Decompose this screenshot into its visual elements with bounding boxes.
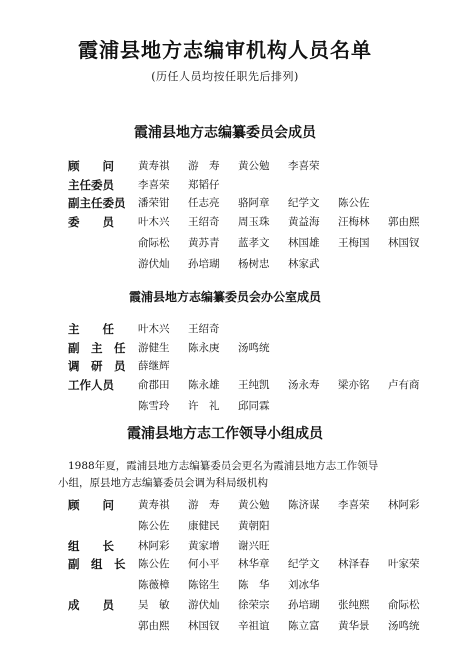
person-name: 叶家荣	[388, 558, 420, 570]
person-name: 骆阿章	[238, 197, 270, 209]
person-name: 纪学文	[288, 558, 320, 570]
person-name: 陈 华	[238, 579, 270, 591]
person-name: 叶木兴	[138, 323, 170, 335]
person-name: 游 寿	[188, 499, 220, 511]
person-name: 辛祖谊	[238, 620, 270, 632]
person-name: 游伏灿	[188, 599, 220, 611]
role-label: 调 研 员	[68, 359, 126, 373]
person-name: 汤鸣统	[388, 620, 420, 632]
person-name: 俞际松	[388, 599, 420, 611]
role-label: 委 员	[68, 215, 114, 229]
person-name: 王绍奇	[188, 216, 220, 228]
person-name: 林阿彩	[388, 499, 420, 511]
person-name: 黄朝阳	[238, 520, 270, 532]
person-name: 薛继辉	[138, 360, 170, 372]
person-name: 林国钗	[188, 620, 220, 632]
person-name: 纪学文	[288, 197, 320, 209]
person-name: 陈济谋	[288, 499, 320, 511]
document-subtitle: (历任人员均按任职先后排列)	[151, 70, 299, 83]
role-label: 副主任委员	[68, 196, 126, 210]
person-name: 郭由熙	[138, 620, 170, 632]
person-name: 汤永寿	[288, 379, 320, 391]
person-name: 黄苏青	[188, 237, 220, 249]
person-name: 黄寿祺	[138, 160, 170, 172]
person-name: 黄益海	[288, 216, 320, 228]
role-label: 主 任	[68, 322, 114, 336]
committee-heading: 霞浦县地方志编纂委员会成员	[134, 125, 316, 141]
person-name: 陈公佐	[138, 558, 170, 570]
person-name: 杨树忠	[238, 258, 270, 270]
person-name: 林阿彩	[138, 540, 170, 552]
person-name: 游 寿	[188, 160, 220, 172]
person-name: 王纯凯	[238, 379, 270, 391]
person-name: 郭由熙	[388, 216, 420, 228]
person-name: 陈铭生	[188, 579, 220, 591]
office-heading: 霞浦县地方志编纂委员会办公室成员	[128, 290, 321, 304]
person-name: 孙培瑚	[188, 258, 220, 270]
person-name: 俞郡田	[138, 379, 170, 391]
person-name: 蓝孝文	[238, 237, 270, 249]
person-name: 陈公佐	[138, 520, 170, 532]
person-name: 黄寿祺	[138, 499, 170, 511]
person-name: 游伏灿	[138, 258, 170, 270]
person-name: 何小平	[188, 558, 220, 570]
person-name: 许 礼	[188, 400, 220, 412]
person-name: 叶木兴	[138, 216, 170, 228]
person-name: 林华章	[238, 558, 270, 570]
person-name: 潘荣钳	[138, 197, 170, 209]
person-name: 任志亮	[188, 197, 220, 209]
person-name: 林家武	[288, 258, 320, 270]
person-name: 谢兴旺	[238, 540, 270, 552]
role-label: 组 长	[68, 539, 114, 553]
person-name: 陈雪玲	[138, 400, 170, 412]
role-label: 副 组 长	[68, 557, 126, 571]
person-name: 林国钗	[388, 237, 420, 249]
person-name: 孙培瑚	[288, 599, 320, 611]
role-label: 顾 问	[68, 159, 114, 173]
leading-group-paragraph	[58, 458, 418, 492]
person-name: 黄家增	[188, 540, 220, 552]
role-label: 成 员	[68, 598, 114, 612]
person-name: 李喜荣	[338, 499, 370, 511]
person-name: 黄公勉	[238, 499, 270, 511]
person-name: 康健民	[188, 520, 220, 532]
person-name: 林国雄	[288, 237, 320, 249]
person-name: 邱同霖	[238, 400, 270, 412]
person-name: 陈永雄	[188, 379, 220, 391]
person-name: 卢有商	[388, 379, 420, 391]
person-name: 吴 敏	[138, 599, 170, 611]
person-name: 刘冰华	[288, 579, 320, 591]
person-name: 俞际松	[138, 237, 170, 249]
person-name: 王绍奇	[188, 323, 220, 335]
paragraph-line-2: 小组，原县地方志编纂委员会调为科局级机构	[58, 477, 268, 489]
document-title: 霞浦县地方志编审机构人员名单	[78, 38, 372, 62]
person-name: 梁亦铭	[338, 379, 370, 391]
person-name: 黄公勉	[238, 160, 270, 172]
person-name: 汤鸣统	[238, 342, 270, 354]
person-name: 李喜荣	[138, 179, 170, 191]
person-name: 汪梅林	[338, 216, 370, 228]
person-name: 陈公佐	[338, 197, 370, 209]
person-name: 李喜荣	[288, 160, 320, 172]
person-name: 王梅国	[338, 237, 370, 249]
person-name: 游健生	[138, 342, 170, 354]
person-name: 林泽春	[338, 558, 370, 570]
role-label: 主任委员	[68, 178, 114, 192]
person-name: 陈永庚	[188, 342, 220, 354]
role-label: 副 主 任	[68, 341, 126, 355]
paragraph-line-1: 1988年夏，霞浦县地方志编纂委员会更名为霞浦县地方志工作领导	[68, 460, 379, 472]
person-name: 周玉珠	[238, 216, 270, 228]
person-name: 陈薇樟	[138, 579, 170, 591]
role-label: 顾 问	[68, 498, 114, 512]
person-name: 张纯熙	[338, 599, 370, 611]
person-name: 黄华景	[338, 620, 370, 632]
leading-group-heading: 霞浦县地方志工作领导小组成员	[127, 426, 323, 442]
person-name: 郑韬仔	[188, 179, 220, 191]
person-name: 徐荣宗	[238, 599, 270, 611]
person-name: 陈立富	[288, 620, 320, 632]
role-label: 工作人员	[68, 378, 114, 392]
